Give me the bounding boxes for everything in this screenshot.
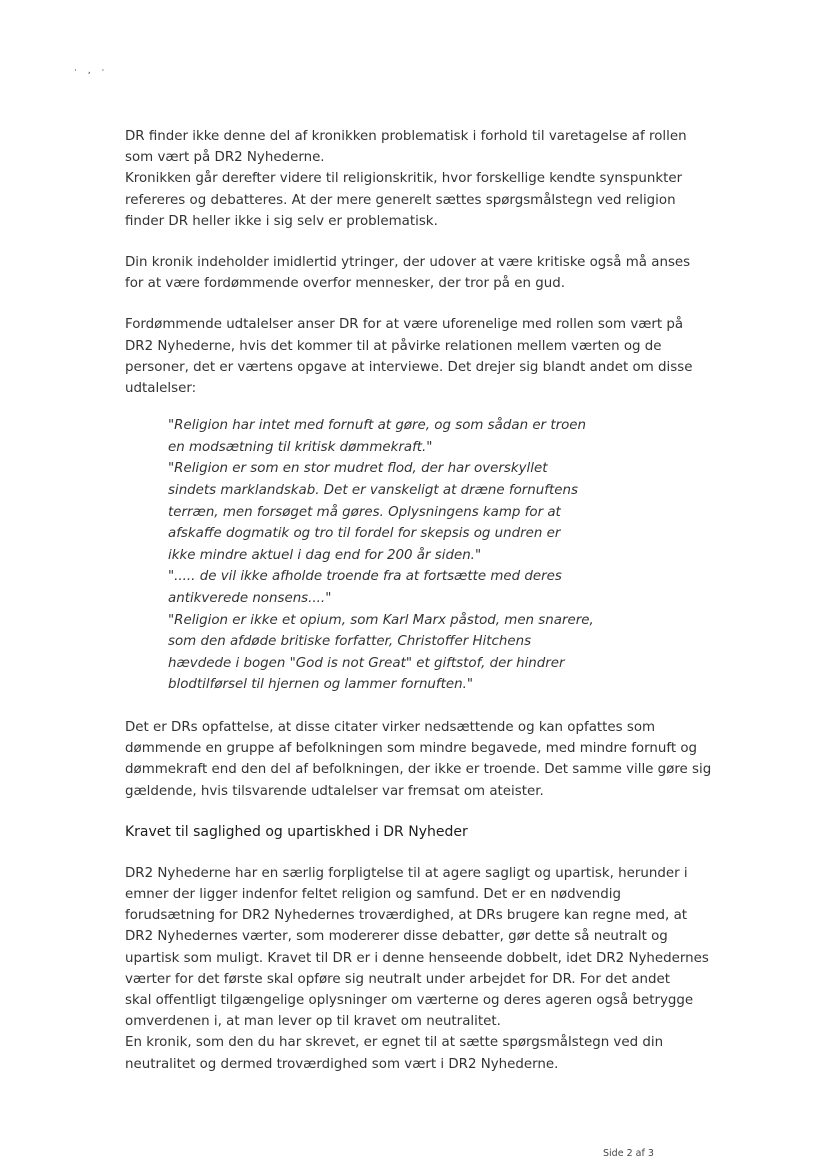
text-line: neutralitet og dermed troværdighed som vært i DR2 Nyhederne. xyxy=(125,1056,559,1072)
quote-line: ikke mindre aktuel i dag end for 200 år siden." xyxy=(168,547,482,563)
paragraph-2 xyxy=(125,252,725,294)
text-line: refereres og debatteres. At der mere generelt sættes spørgsmålstegn ved religion xyxy=(125,192,676,208)
paragraph-4 xyxy=(125,717,725,802)
text-line: dømmende en gruppe af befolkningen som mindre begavede, med mindre fornuft og xyxy=(125,741,698,757)
quote-block xyxy=(125,415,725,696)
text-line: udtalelser: xyxy=(125,381,197,397)
quote-line: "..... de vil ikke afholde troende fra at fortsætte med deres xyxy=(168,569,562,585)
text-line: DR2 Nyhedernes værter, som modererer disse debatter, gør dette så neutralt og xyxy=(125,929,668,945)
quote-line: en modsætning til kritisk dømmekraft." xyxy=(168,439,433,455)
section-heading: Kravet til saglighed og upartiskhed i DR Nyheder xyxy=(125,823,468,840)
paragraph-1 xyxy=(125,126,725,232)
text-line: DR finder ikke denne del af kronikken problematisk i forhold til varetagelse af rollen xyxy=(125,129,687,144)
quote-line: blodtilførsel til hjernen og lammer fornuften." xyxy=(168,677,474,693)
text-line: som vært på DR2 Nyhederne. xyxy=(125,150,325,166)
text-line: DR2 Nyhederne, hvis det kommer til at påvirke relationen mellem værten og de xyxy=(125,338,662,354)
quote-line: "Religion er ikke et opium, som Karl Marx påstod, men snarere, xyxy=(168,612,594,628)
text-line: En kronik, som den du har skrevet, er egnet til at sætte spørgsmålstegn ved din xyxy=(125,1035,664,1051)
text-line: Det er DRs opfattelse, at disse citater virker nedsættende og kan opfattes som xyxy=(125,719,656,735)
text-line: værter for det første skal opføre sig neutralt under arbejdet for DR. For det andet xyxy=(125,971,671,987)
text-line: emner der ligger indenfor feltet religion og samfund. Det er en nødvendig xyxy=(125,886,621,902)
page-number: Side 2 af 3 xyxy=(603,1148,654,1159)
quote-line: som den afdøde britiske forfatter, Christoffer Hitchens xyxy=(168,634,532,650)
quote-line: antikverede nonsens...." xyxy=(168,590,332,606)
text-line: forudsætning for DR2 Nyhedernes troværdighed, at DRs brugere kan regne med, at xyxy=(125,908,688,924)
text-line: upartisk som muligt. Kravet til DR er i denne henseende dobbelt, idet DR2 Nyhedernes xyxy=(125,950,709,966)
text-line: omverdenen i, at man lever op til kravet om neutralitet. xyxy=(125,1014,501,1030)
quote-line: "Religion har intet med fornuft at gøre, og som sådan er troen xyxy=(168,418,586,434)
text-line: skal offentligt tilgængelige oplysninger om værterne og deres ageren også betrygge xyxy=(125,992,694,1008)
text-line: for at være fordømmende overfor mennesker, der tror på en gud. xyxy=(125,276,565,292)
text-line: personer, det er værtens opgave at interviewe. Det drejer sig blandt andet om disse xyxy=(125,359,693,375)
text-line: DR2 Nyhederne har en særlig forpligtelse til at agere sagligt og upartisk, herunder i xyxy=(125,865,688,881)
paragraph-5 xyxy=(125,863,725,1075)
text-line: Kronikken går derefter videre til religionskritik, hvor forskellige kendte synspunkter xyxy=(125,171,683,187)
scan-mark: · ‚ · xyxy=(74,66,109,76)
text-line: finder DR heller ikke i sig selv er problematisk. xyxy=(125,213,438,229)
letter-body xyxy=(125,126,725,1075)
text-line: gældende, hvis tilsvarende udtalelser var fremsat om ateister. xyxy=(125,783,544,799)
text-line: Fordømmende udtalelser anser DR for at være uforenelige med rollen som vært på xyxy=(125,317,684,333)
paragraph-3 xyxy=(125,314,725,399)
quote-line: hævdede i bogen "God is not Great" et giftstof, der hindrer xyxy=(168,655,565,671)
quote-line: "Religion er som en stor mudret flod, der har overskyllet xyxy=(168,461,548,477)
quote-line: afskaffe dogmatik og tro til fordel for skepsis og undren er xyxy=(168,526,561,542)
text-line: dømmekraft end den del af befolkningen, der ikke er troende. Det samme ville gøre sig xyxy=(125,762,712,778)
quote-line: sindets marklandskab. Det er vanskeligt at dræne fornuftens xyxy=(168,483,578,499)
quote-line: terræn, men forsøget må gøres. Oplysningens kamp for at xyxy=(168,504,561,520)
text-line: Din kronik indeholder imidlertid ytringer, der udover at være kritiske også må anses xyxy=(125,255,691,271)
